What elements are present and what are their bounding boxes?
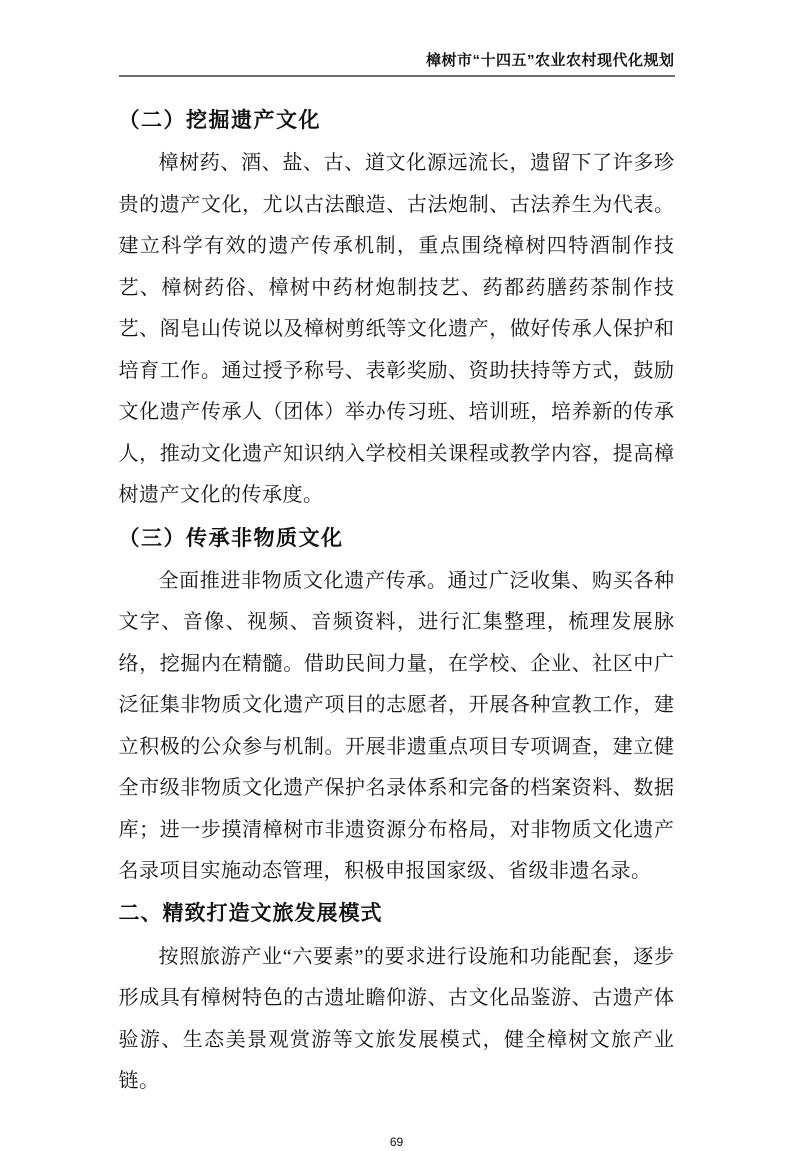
paragraph-cultural-tourism: 按照旅游产业“六要素”的要求进行设施和功能配套，逐步形成具有樟树特色的古遗址瞻仰游、古文化品鉴游、古遗产体验游、生态美景观赏游等文旅发展模式，健全樟树文旅产业链。 (118, 945, 675, 1092)
page-footer (119, 1133, 675, 1151)
paragraph-intangible-culture: 全面推进非物质文化遗产传承。通过广泛收集、购买各种文字、音像、视频、音频资料，进行汇集整理，梳理发展脉络，挖掘内在精髓。借助民间力量，在学校、企业、社区中广泛征集非物质文化遗产项目的志愿者，开展各种宣教工作，建立积极的公众参与机制。开展非遗重点项目专项调查，建立健全市级非物质文化遗产保护名录体系和完备的档案资料、数据库；进一步摸清樟树市非遗资源分布格局，对非物质文化遗产名录项目实施动态管理，积极申报国家级、省级非遗名录。 (118, 569, 675, 882)
running-header-title: 樟树市“十四五”农业农村现代化规划 (425, 52, 675, 69)
paragraph-heritage-culture: 樟树药、酒、盐、古、道文化源远流长，遗留下了许多珍贵的遗产文化，尤以古法酿造、古法炮制、古法养生为代表。建立科学有效的遗产传承机制，重点围绕樟树四特酒制作技艺、樟树药俗、樟树中药材炮制技艺、药都药膳药茶制作技艺、阁皂山传说以及樟树剪纸等文化遗产，做好传承人保护和培育工作。通过授予称号、表彰奖励、资助扶持等方式，鼓励文化遗产传承人（团体）举办传习班、培训班，培养新的传承人，推动文化遗产知识纳入学校相关课程或教学内容，提高樟树遗产文化的传承度。 (118, 152, 675, 506)
section-heading-cultural-tourism-model: 二、精致打造文旅发展模式 (118, 901, 383, 925)
running-header (119, 52, 675, 77)
page-number: 69 (389, 1134, 404, 1149)
document-page (119, 0, 675, 1151)
subsection-heading-excavate-heritage-culture: （二）挖掘遗产文化 (118, 108, 321, 132)
subsection-heading-inherit-intangible-culture: （三）传承非物质文化 (118, 525, 344, 550)
